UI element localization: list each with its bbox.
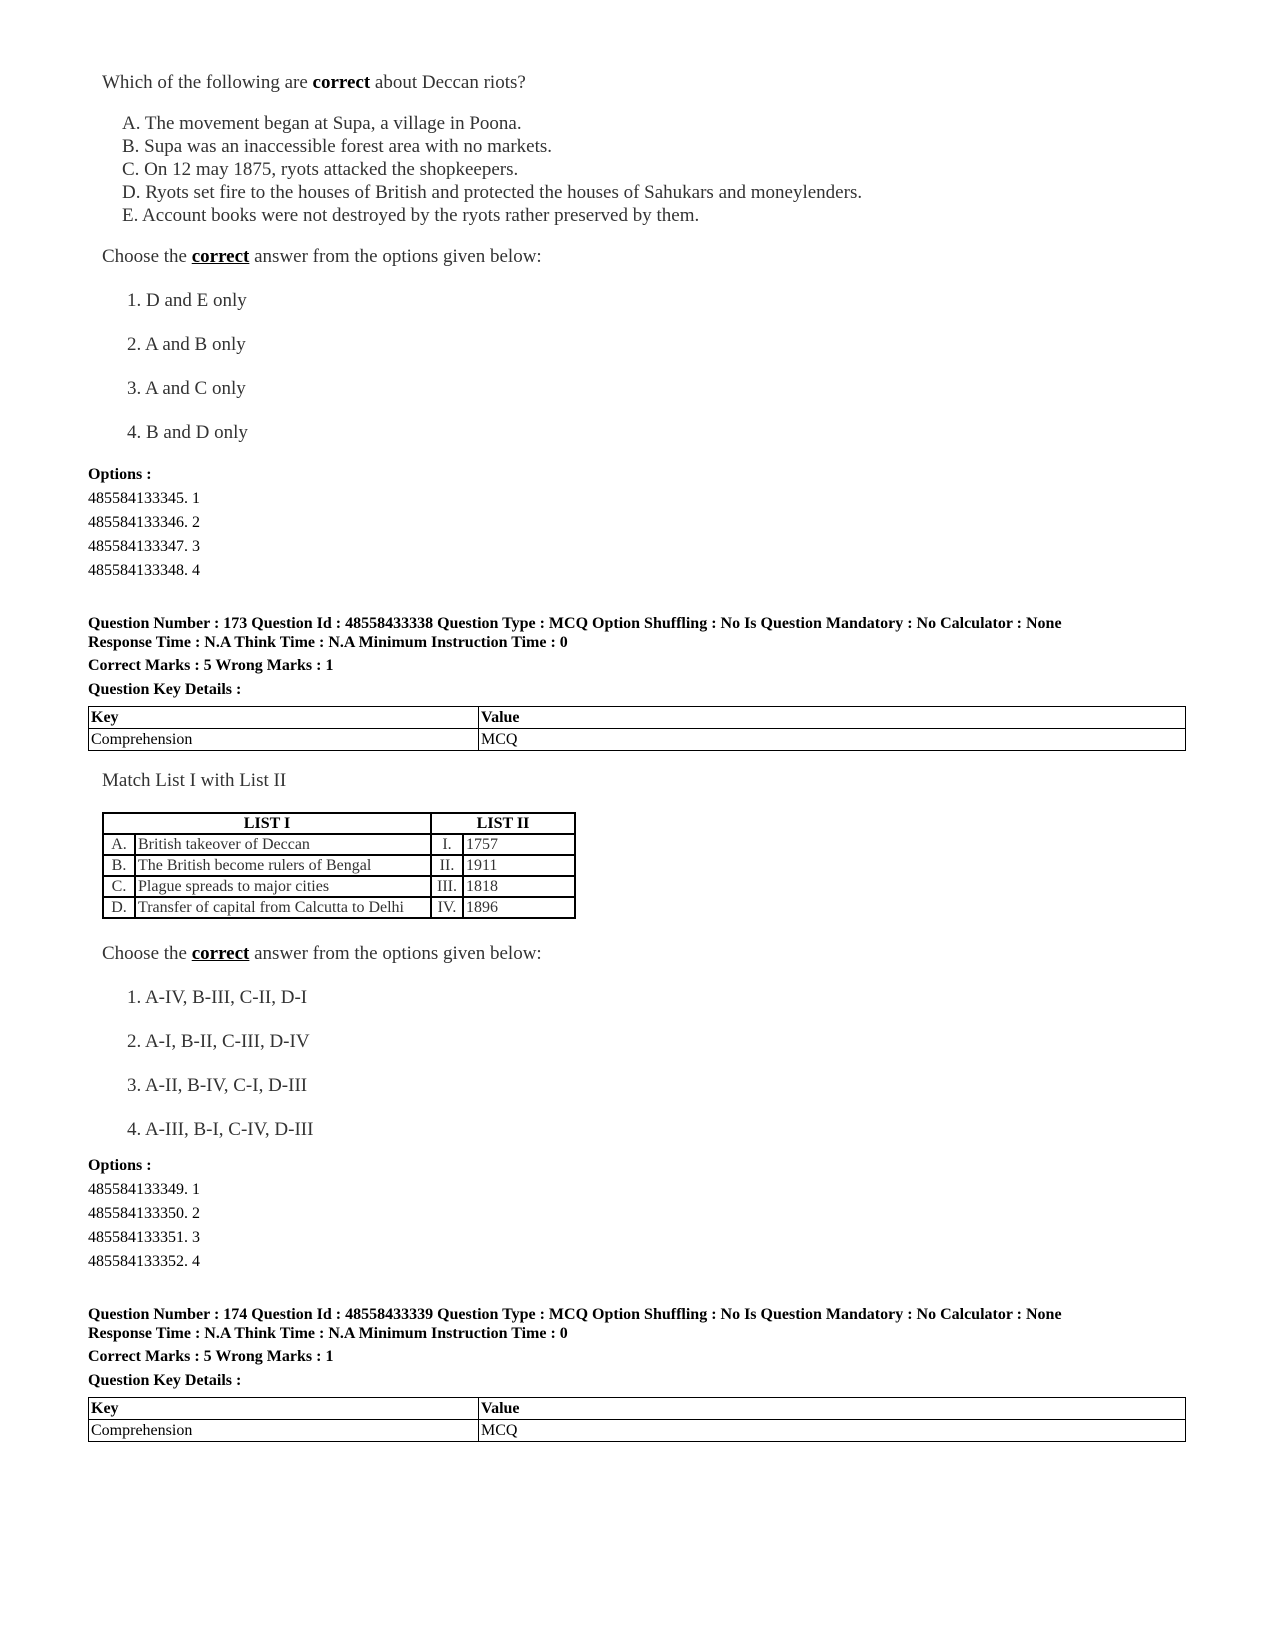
list-i-letter: B. (103, 855, 135, 876)
list-ii-numeral: IV. (431, 897, 463, 918)
emphasis: correct (191, 246, 250, 267)
list-ii-item: 1818 (463, 876, 575, 897)
table-row (103, 855, 575, 876)
option-id: 485584133346. 2 (88, 514, 200, 531)
option-id: 485584133349. 1 (88, 1181, 200, 1198)
list-i-letter: A. (103, 834, 135, 855)
list-i-item: Transfer of capital from Calcutta to Delhi (135, 897, 431, 918)
question-meta-line: Response Time : N.A Think Time : N.A Minimum Instruction Time : 0 (88, 1325, 568, 1342)
option-id: 485584133348. 4 (88, 562, 200, 579)
match-title: Match List I with List II (102, 770, 287, 791)
table-row (103, 876, 575, 897)
option-id: 485584133352. 4 (88, 1253, 200, 1270)
choose-instruction: Choose the correct answer from the options given below: (102, 246, 542, 267)
key-details-table (88, 706, 1186, 751)
answer-choice-3: 3. A-II, B-IV, C-I, D-III (127, 1075, 308, 1096)
table-row (89, 1398, 1186, 1420)
answer-choice-2: 2. A-I, B-II, C-III, D-IV (127, 1031, 310, 1052)
table-row (89, 707, 1186, 729)
table-cell-key: Comprehension (89, 729, 479, 751)
option-id: 485584133351. 3 (88, 1229, 200, 1246)
list-ii-numeral: III. (431, 876, 463, 897)
table-header-key: Key (89, 707, 479, 729)
answer-choice-1: 1. A-IV, B-III, C-II, D-I (127, 987, 308, 1008)
list-i-header: LIST I (103, 813, 431, 834)
table-row (103, 897, 575, 918)
table-row (103, 834, 575, 855)
option-id: 485584133350. 2 (88, 1205, 200, 1222)
table-cell-key: Comprehension (89, 1420, 479, 1442)
list-ii-numeral: II. (431, 855, 463, 876)
options-label: Options : (88, 466, 152, 483)
key-details-table (88, 1397, 1186, 1442)
list-ii-item: 1757 (463, 834, 575, 855)
table-row (89, 729, 1186, 751)
question-meta-line: Question Number : 174 Question Id : 48558433339 Question Type : MCQ Option Shuffling : No Is Question Mandatory : No Calculator : None (88, 1306, 1062, 1323)
table-header-value: Value (479, 707, 1186, 729)
table-row (103, 813, 575, 834)
table-header-key: Key (89, 1398, 479, 1420)
list-i-item: Plague spreads to major cities (135, 876, 431, 897)
match-list-table (102, 812, 576, 919)
key-details-label: Question Key Details : (88, 1372, 242, 1389)
statement-e: E. Account books were not destroyed by the ryots rather preserved by them. (122, 205, 700, 226)
option-id: 485584133347. 3 (88, 538, 200, 555)
statement-d: D. Ryots set fire to the houses of British and protected the houses of Sahukars and moneylenders. (122, 182, 863, 203)
list-i-letter: C. (103, 876, 135, 897)
list-ii-item: 1896 (463, 897, 575, 918)
table-cell-value: MCQ (479, 729, 1186, 751)
choose-instruction: Choose the correct answer from the options given below: (102, 943, 542, 964)
answer-choice-2: 2. A and B only (127, 334, 246, 355)
list-ii-item: 1911 (463, 855, 575, 876)
statement-c: C. On 12 may 1875, ryots attacked the shopkeepers. (122, 159, 519, 180)
answer-choice-4: 4. A-III, B-I, C-IV, D-III (127, 1119, 314, 1140)
emphasis: correct (312, 72, 371, 93)
emphasis: correct (191, 943, 250, 964)
list-i-letter: D. (103, 897, 135, 918)
statement-b: B. Supa was an inaccessible forest area with no markets. (122, 136, 553, 157)
question-meta-line: Response Time : N.A Think Time : N.A Minimum Instruction Time : 0 (88, 634, 568, 651)
options-label: Options : (88, 1157, 152, 1174)
answer-choice-4: 4. B and D only (127, 422, 248, 443)
answer-choice-1: 1. D and E only (127, 290, 247, 311)
question-meta-line: Question Number : 173 Question Id : 48558433338 Question Type : MCQ Option Shuffling : No Is Question Mandatory : No Calculator : None (88, 615, 1062, 632)
table-cell-value: MCQ (479, 1420, 1186, 1442)
table-header-value: Value (479, 1398, 1186, 1420)
list-i-item: The British become rulers of Bengal (135, 855, 431, 876)
answer-choice-3: 3. A and C only (127, 378, 246, 399)
statement-a: A. The movement began at Supa, a village in Poona. (122, 113, 522, 134)
key-details-label: Question Key Details : (88, 681, 242, 698)
option-id: 485584133345. 1 (88, 490, 200, 507)
list-i-item: British takeover of Deccan (135, 834, 431, 855)
list-ii-header: LIST II (431, 813, 575, 834)
question-text: Which of the following are correct about Deccan riots? (102, 72, 526, 93)
table-row (89, 1420, 1186, 1442)
list-ii-numeral: I. (431, 834, 463, 855)
marks-line: Correct Marks : 5 Wrong Marks : 1 (88, 1348, 334, 1365)
marks-line: Correct Marks : 5 Wrong Marks : 1 (88, 657, 334, 674)
